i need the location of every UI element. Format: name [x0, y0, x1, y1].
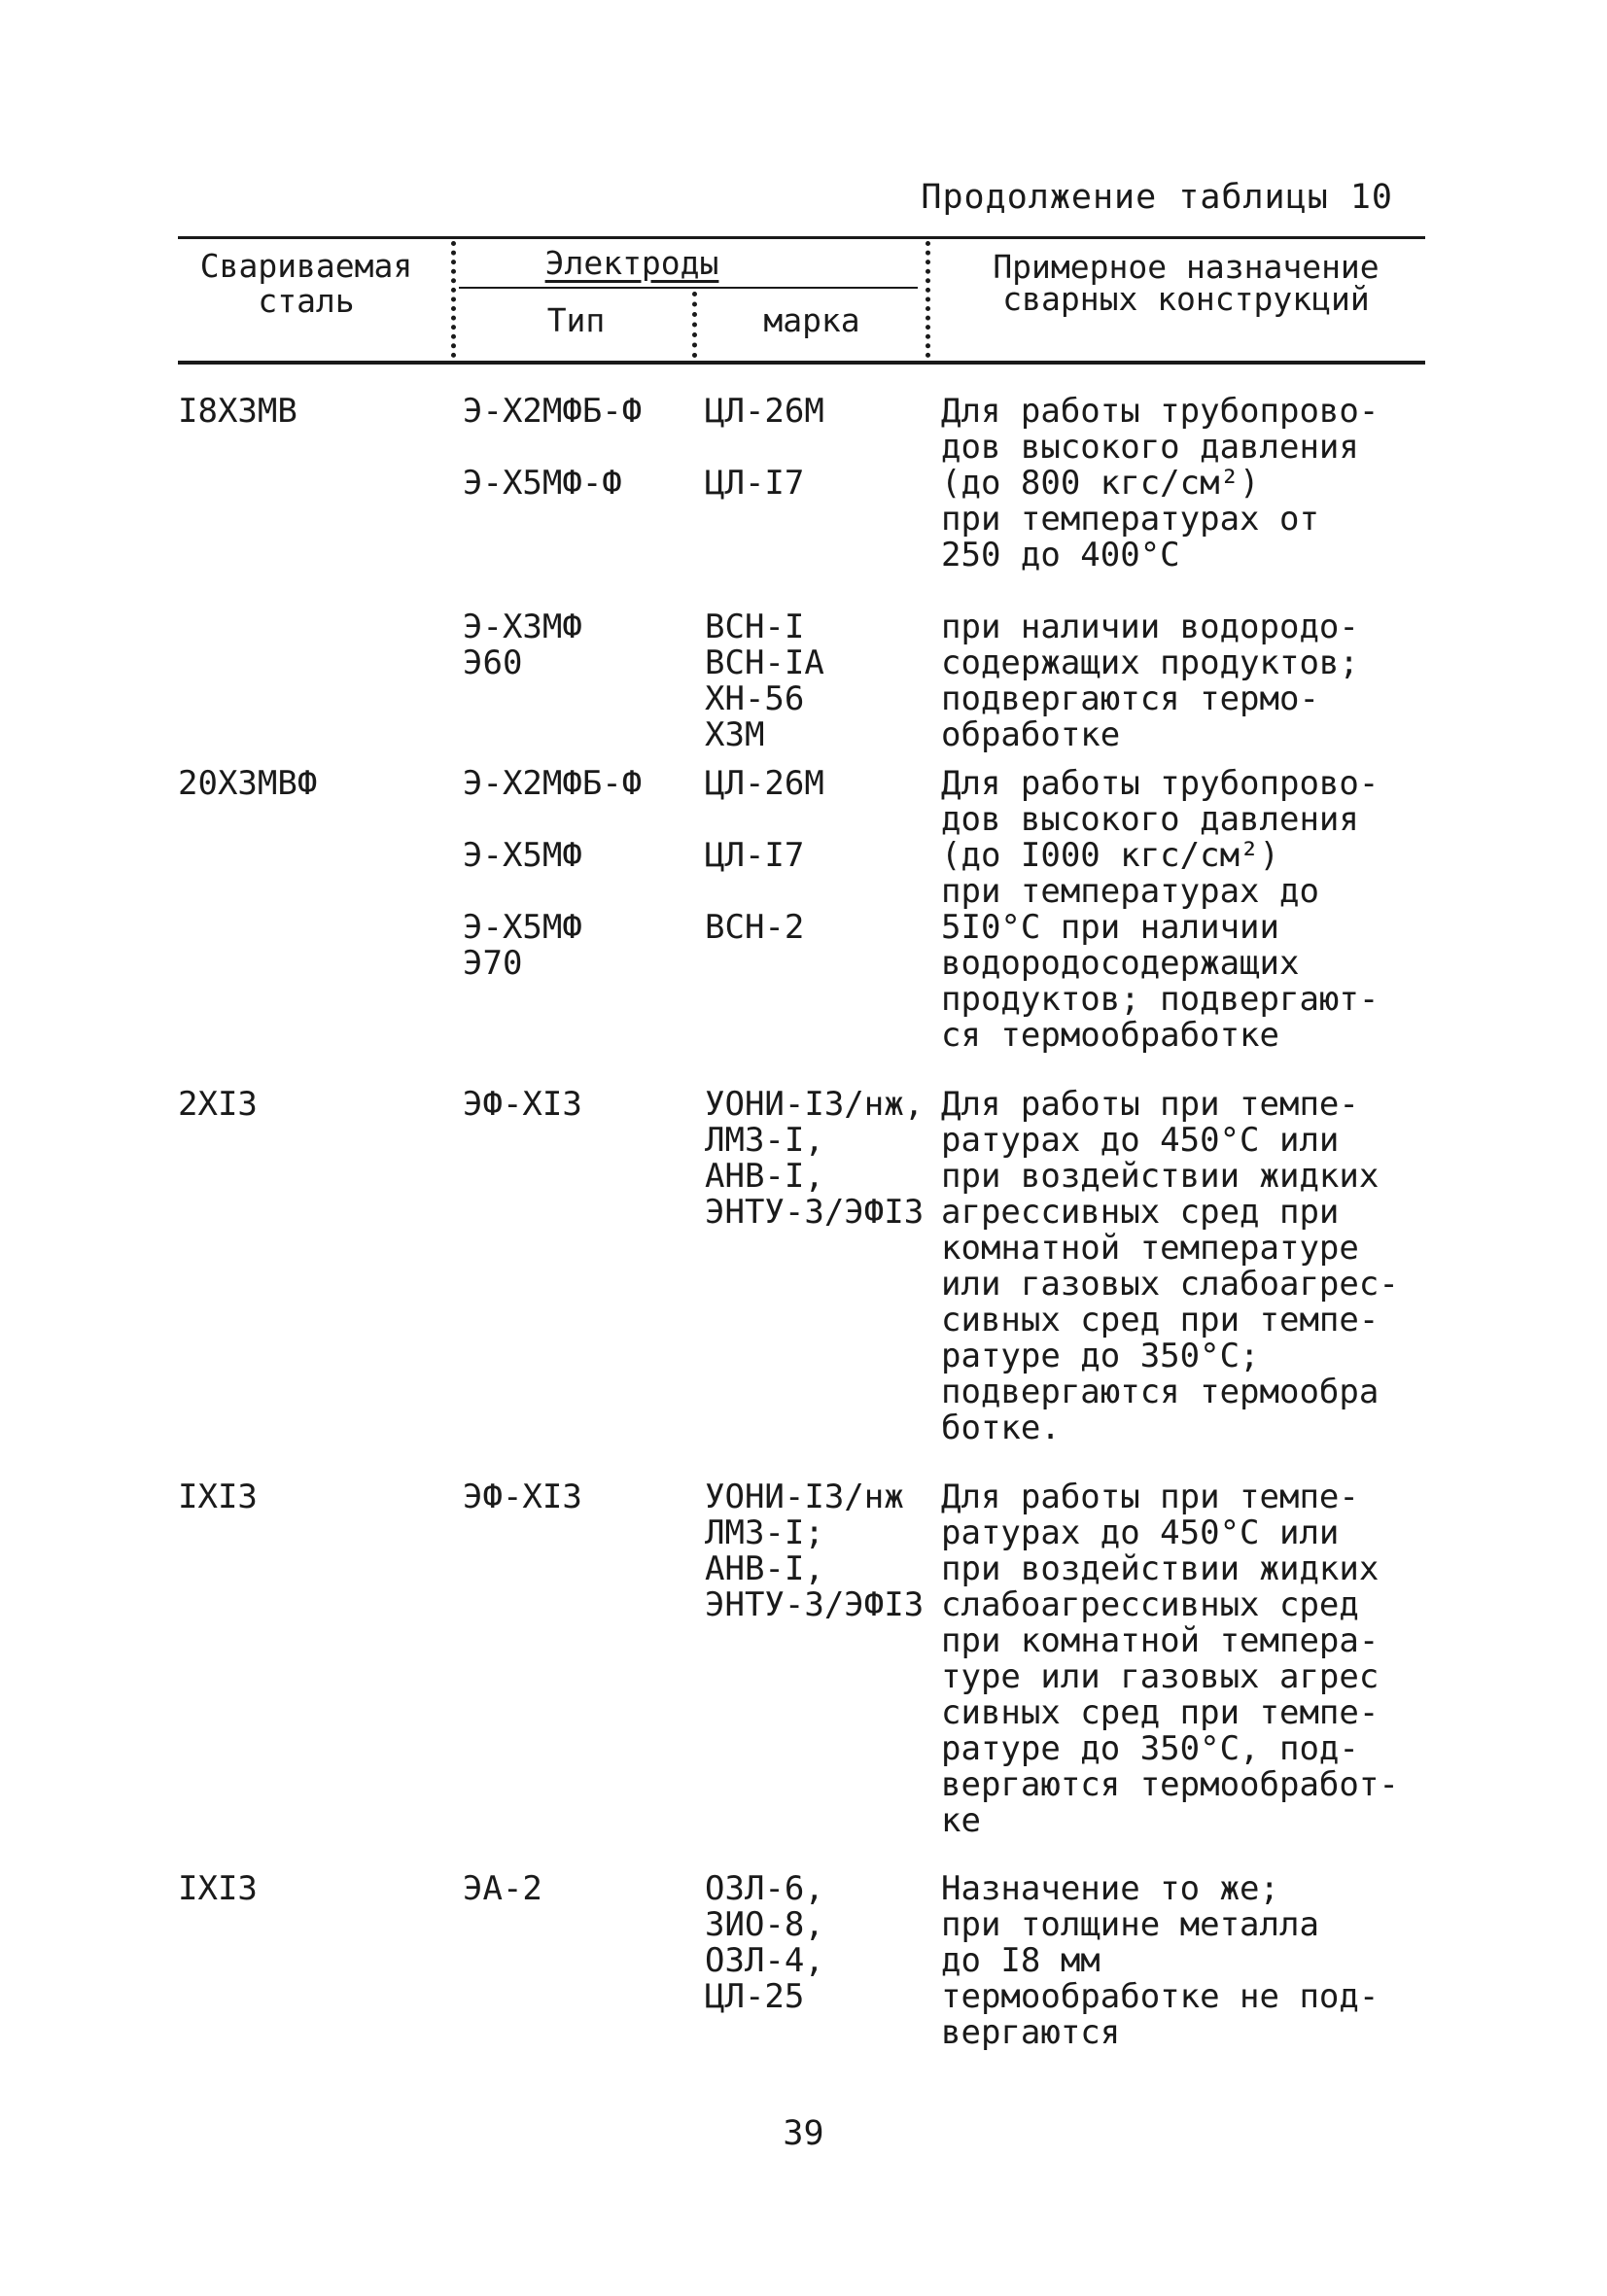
steel-cell: IХI3 [178, 1478, 258, 1516]
electrode-brand-cell: ОЗЛ-6, ЗИО-8, ОЗЛ-4, ЦЛ-25 [705, 1869, 824, 2016]
electrode-type-cell: ЭФ-ХI3 [463, 1085, 582, 1124]
table-top-rule [178, 236, 1425, 239]
table-header-rule [178, 361, 1425, 365]
header-steel: Свариваемая сталь [199, 247, 413, 320]
header-separator [451, 241, 456, 358]
electrode-type-cell: ЭА-2 [463, 1869, 542, 1908]
header-separator [926, 241, 930, 358]
electrode-type-cell: Э-Х2МФБ-Ф Э-Х5МФ Э-Х5МФ Э70 [463, 764, 643, 983]
purpose-cell: Назначение то же; при толщине металла до I8 мм термообработке не под- вергаются [941, 1869, 1380, 2052]
electrode-type-cell: ЭФ-ХI3 [463, 1478, 582, 1516]
page-number: 39 [783, 2114, 824, 2153]
electrode-brand-cell: УОНИ-I3/нж ЛМЗ-I; АНВ-I, ЭНТУ-3/ЭФI3 [705, 1478, 925, 1624]
electrode-brand-cell: ЦЛ-26М ЦЛ-I7 ВСН-2 [705, 764, 824, 947]
header-subrule [459, 287, 918, 289]
steel-cell: IХI3 [178, 1869, 258, 1908]
header-electrodes: Электроды [544, 244, 719, 282]
steel-cell: I8Х3МВ [178, 392, 297, 431]
electrode-type-cell: Э-Х2МФБ-Ф Э-Х5МФ-Ф Э-Х3МФ Э60 [463, 392, 643, 682]
purpose-cell: Для работы при темпе- ратурах до 450°С или при воздействии жидких слабоагрессивных сред при комнатной темпера- туре или газовых агрес сивных сред при темпе- ратуре до 350°С, под- вергаются термообработ- ке [941, 1478, 1399, 1840]
electrode-brand-cell: ЦЛ-26М ЦЛ-I7 ВСН-I ВСН-IА ХН-56 Х3М [705, 392, 824, 754]
header-separator [692, 292, 697, 358]
purpose-cell: Для работы при темпе- ратурах до 450°С или при воздействии жидких агрессивных сред при комнатной температуре или газовых слабоагрес- сивных сред при темпе- ратуре до 350°С; подвергаются термообра ботке. [941, 1085, 1399, 1447]
header-purpose: Примерное назначение сварных конструкций [993, 248, 1380, 318]
steel-cell: 2ХI3 [178, 1085, 258, 1124]
purpose-cell: Для работы трубопрово- дов высокого давления (до 800 кгс/см²) при температурах от 250 до 400°С при наличии водородо- содержащих продуктов; подвергаются термо- обработке [941, 392, 1380, 754]
purpose-cell: Для работы трубопрово- дов высокого давления (до I000 кгс/см²) при температурах до 5I0°С при наличии водородосодержащих продуктов; подвергают- ся термообработке [941, 764, 1380, 1055]
header-type: Тип [546, 301, 606, 339]
electrode-brand-cell: УОНИ-I3/нж, ЛМЗ-I, АНВ-I, ЭНТУ-3/ЭФI3 [705, 1085, 925, 1232]
table-caption: Продолжение таблицы 10 [921, 178, 1393, 217]
header-brand: марка [763, 301, 860, 339]
steel-cell: 20Х3МВФ [178, 764, 318, 803]
